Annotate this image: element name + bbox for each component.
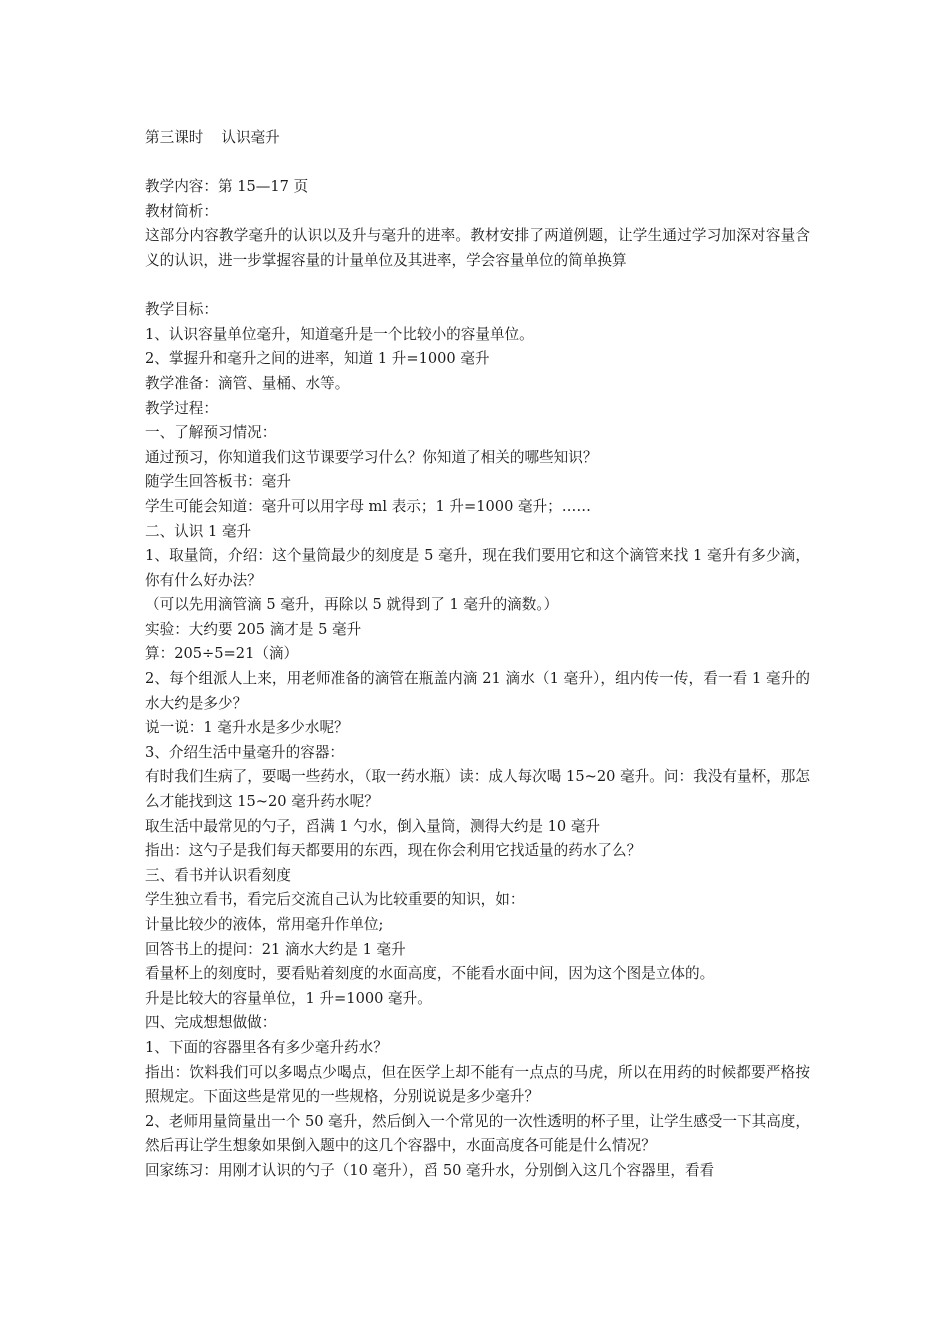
section-3-heading: 三、看书并认识看刻度: [145, 866, 291, 884]
lesson-title: [145, 126, 810, 151]
document-body: [145, 126, 810, 1184]
section-2-paragraph: （可以先用滴管滴 5 毫升，再除以 5 就得到了 1 毫升的滴数。）: [145, 596, 559, 614]
lesson-title-part1: 第三课时: [145, 129, 204, 146]
section-4-paragraph: 2、老师用量筒量出一个 50 毫升，然后倒入一个常见的一次性透明的杯子里，让学生感受一下其高度，然后再让学生想象如果倒入题中的这几个容器中，水面高度各可能是什么情况？: [145, 1112, 810, 1155]
analysis-text: 这部分内容教学毫升的认识以及升与毫升的进率。教材安排了两道例题，让学生通过学习加深对容量含义的认识，进一步掌握容量的计量单位及其进率，学会容量单位的简单换算: [145, 227, 810, 269]
analysis-heading: 教材简析：: [145, 202, 218, 220]
section-4-paragraph: 回家练习：用刚才认识的勺子（10 毫升），舀 50 毫升水，分别倒入这几个容器里，看看: [145, 1161, 715, 1179]
goal-2: 2、掌握升和毫升之间的进率，知道 1 升=1000 毫升: [145, 350, 490, 368]
section-1-paragraph: 通过预习，你知道我们这节课要学习什么？你知道了相关的哪些知识？: [145, 448, 598, 466]
section-3-paragraph: 升是比较大的容量单位，1 升=1000 毫升。: [145, 989, 432, 1007]
process-heading: 教学过程：: [145, 399, 218, 417]
lesson-title-part2: 认识毫升: [221, 129, 280, 146]
teaching-prep: 教学准备：滴管、量桶、水等。: [145, 374, 350, 392]
section-2-paragraph: 2、每个组派人上来，用老师准备的滴管在瓶盖内滴 21 滴水（1 毫升），组内传一传，看一看 1 毫升的水大约是多少？: [145, 670, 810, 712]
section-2-paragraph: 取生活中最常见的勺子，舀满 1 勺水，倒入量筒，测得大约是 10 毫升: [145, 817, 601, 835]
blank-line: [145, 151, 810, 176]
goal-1: 1、认识容量单位毫升，知道毫升是一个比较小的容量单位。: [145, 325, 534, 343]
section-2-paragraph: 有时我们生病了，要喝一些药水，（取一药水瓶）读：成人每次喝 15~20 毫升。问：我没有量杯，那怎么才能找到这 15~20 毫升药水呢？: [145, 768, 810, 811]
section-3-paragraph: 回答书上的提问：21 滴水大约是 1 毫升: [145, 940, 406, 958]
teaching-content: 教学内容：第 15—17 页: [145, 178, 309, 196]
section-4-heading: 四、完成想想做做：: [145, 1014, 277, 1032]
section-3-paragraph: 学生独立看书，看完后交流自己认为比较重要的知识，如：: [145, 891, 525, 909]
section-2-paragraph: 说一说：1 毫升水是多少水呢？: [145, 719, 349, 737]
section-1-paragraph: 学生可能会知道：毫升可以用字母 ml 表示；1 升=1000 毫升；……: [145, 497, 591, 515]
section-2-paragraph: 1、取量筒，介绍：这个量筒最少的刻度是 5 毫升，现在我们要用它和这个滴管来找 1 毫升有多少滴，你有什么好办法？: [145, 547, 810, 589]
blank-line: [145, 274, 810, 299]
section-3-paragraph: 看量杯上的刻度时，要看贴着刻度的水面高度，不能看水面中间，因为这个图是立体的。: [145, 965, 715, 983]
section-1-heading: 一、了解预习情况：: [145, 424, 277, 442]
section-2-paragraph: 算：205÷5=21（滴）: [145, 645, 299, 663]
section-2-heading: 二、认识 1 毫升: [145, 522, 252, 540]
section-1-paragraph: 随学生回答板书：毫升: [145, 473, 291, 491]
section-4-paragraph: 指出：饮料我们可以多喝点少喝点，但在医学上却不能有一点点的马虎，所以在用药的时候都要严格按照规定。下面这些是常见的一些规格，分别说说是多少毫升？: [145, 1063, 810, 1106]
section-3-paragraph: 计量比较少的液体，常用毫升作单位;: [145, 916, 384, 933]
section-2-paragraph: 指出：这勺子是我们每天都要用的东西，现在你会利用它找适量的药水了么？: [145, 842, 642, 860]
section-2-paragraph: 实验：大约要 205 滴才是 5 毫升: [145, 620, 362, 638]
section-4-paragraph: 1、下面的容器里各有多少毫升药水？: [145, 1038, 388, 1056]
goals-heading: 教学目标：: [145, 301, 218, 319]
section-2-paragraph: 3、介绍生活中量毫升的容器：: [145, 743, 345, 761]
